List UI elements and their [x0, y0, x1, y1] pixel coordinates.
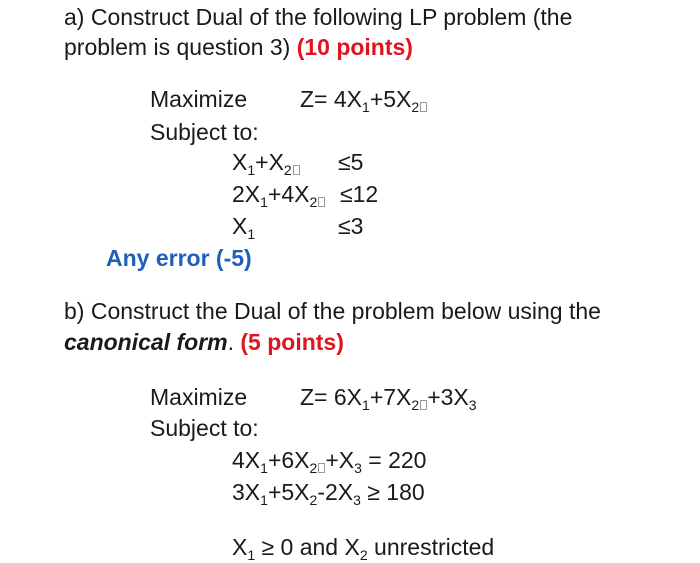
part-a-subject-to: Subject to:	[150, 119, 259, 145]
part-b-constraint-2: $3X_1+5X_2-2X_3 \ge 180$	[232, 479, 425, 508]
part-a-heading-line1: a) Construct Dual of the following LP problem (the	[64, 4, 573, 30]
part-a-points: (10 points)	[296, 34, 413, 60]
part-b-maximize-label: Maximize	[150, 384, 248, 410]
part-a-error-note: Any error (-5)	[106, 245, 252, 271]
part-b-heading-line1: b) Construct the Dual of the problem below using the	[64, 298, 601, 324]
part-a-constraint-2: $2X_1+4X_2$	[232, 179, 325, 209]
part-a-constraint-3: $X_1$	[232, 213, 256, 242]
missing-glyph-icon	[420, 102, 427, 112]
canonical-form-emphasis: canonical form	[64, 329, 228, 355]
part-a-constraint-2-rhs: ≤12	[340, 181, 379, 207]
part-a-constraint-1-rhs: ≤5	[338, 149, 364, 175]
part-b-points: (5 points)	[240, 329, 344, 355]
missing-glyph-icon	[293, 165, 300, 175]
missing-glyph-icon	[318, 197, 325, 207]
part-a-objective: $Z= 4X_1+5X_2$	[300, 84, 427, 114]
part-a-constraint-3-rhs: ≤3	[338, 213, 364, 239]
part-a-heading-line2: problem is question 3) (10 points)	[64, 34, 413, 60]
part-b-objective: $Z= 6X_1+7X_2 +3X_3$	[300, 384, 477, 413]
part-a-constraint-1: $X_1+X_2$	[232, 147, 300, 177]
part-b-constraint-1: $4X_1+6X_2 +X_3 = 220$	[232, 447, 427, 476]
part-b-heading-line2: canonical form. (5 points)	[64, 329, 344, 355]
part-a-maximize-label: Maximize	[150, 86, 248, 112]
part-b-domain: $X_1 \ge 0$ and $X_2$ unrestricted	[232, 534, 495, 563]
part-b-subject-to: Subject to:	[150, 415, 259, 441]
